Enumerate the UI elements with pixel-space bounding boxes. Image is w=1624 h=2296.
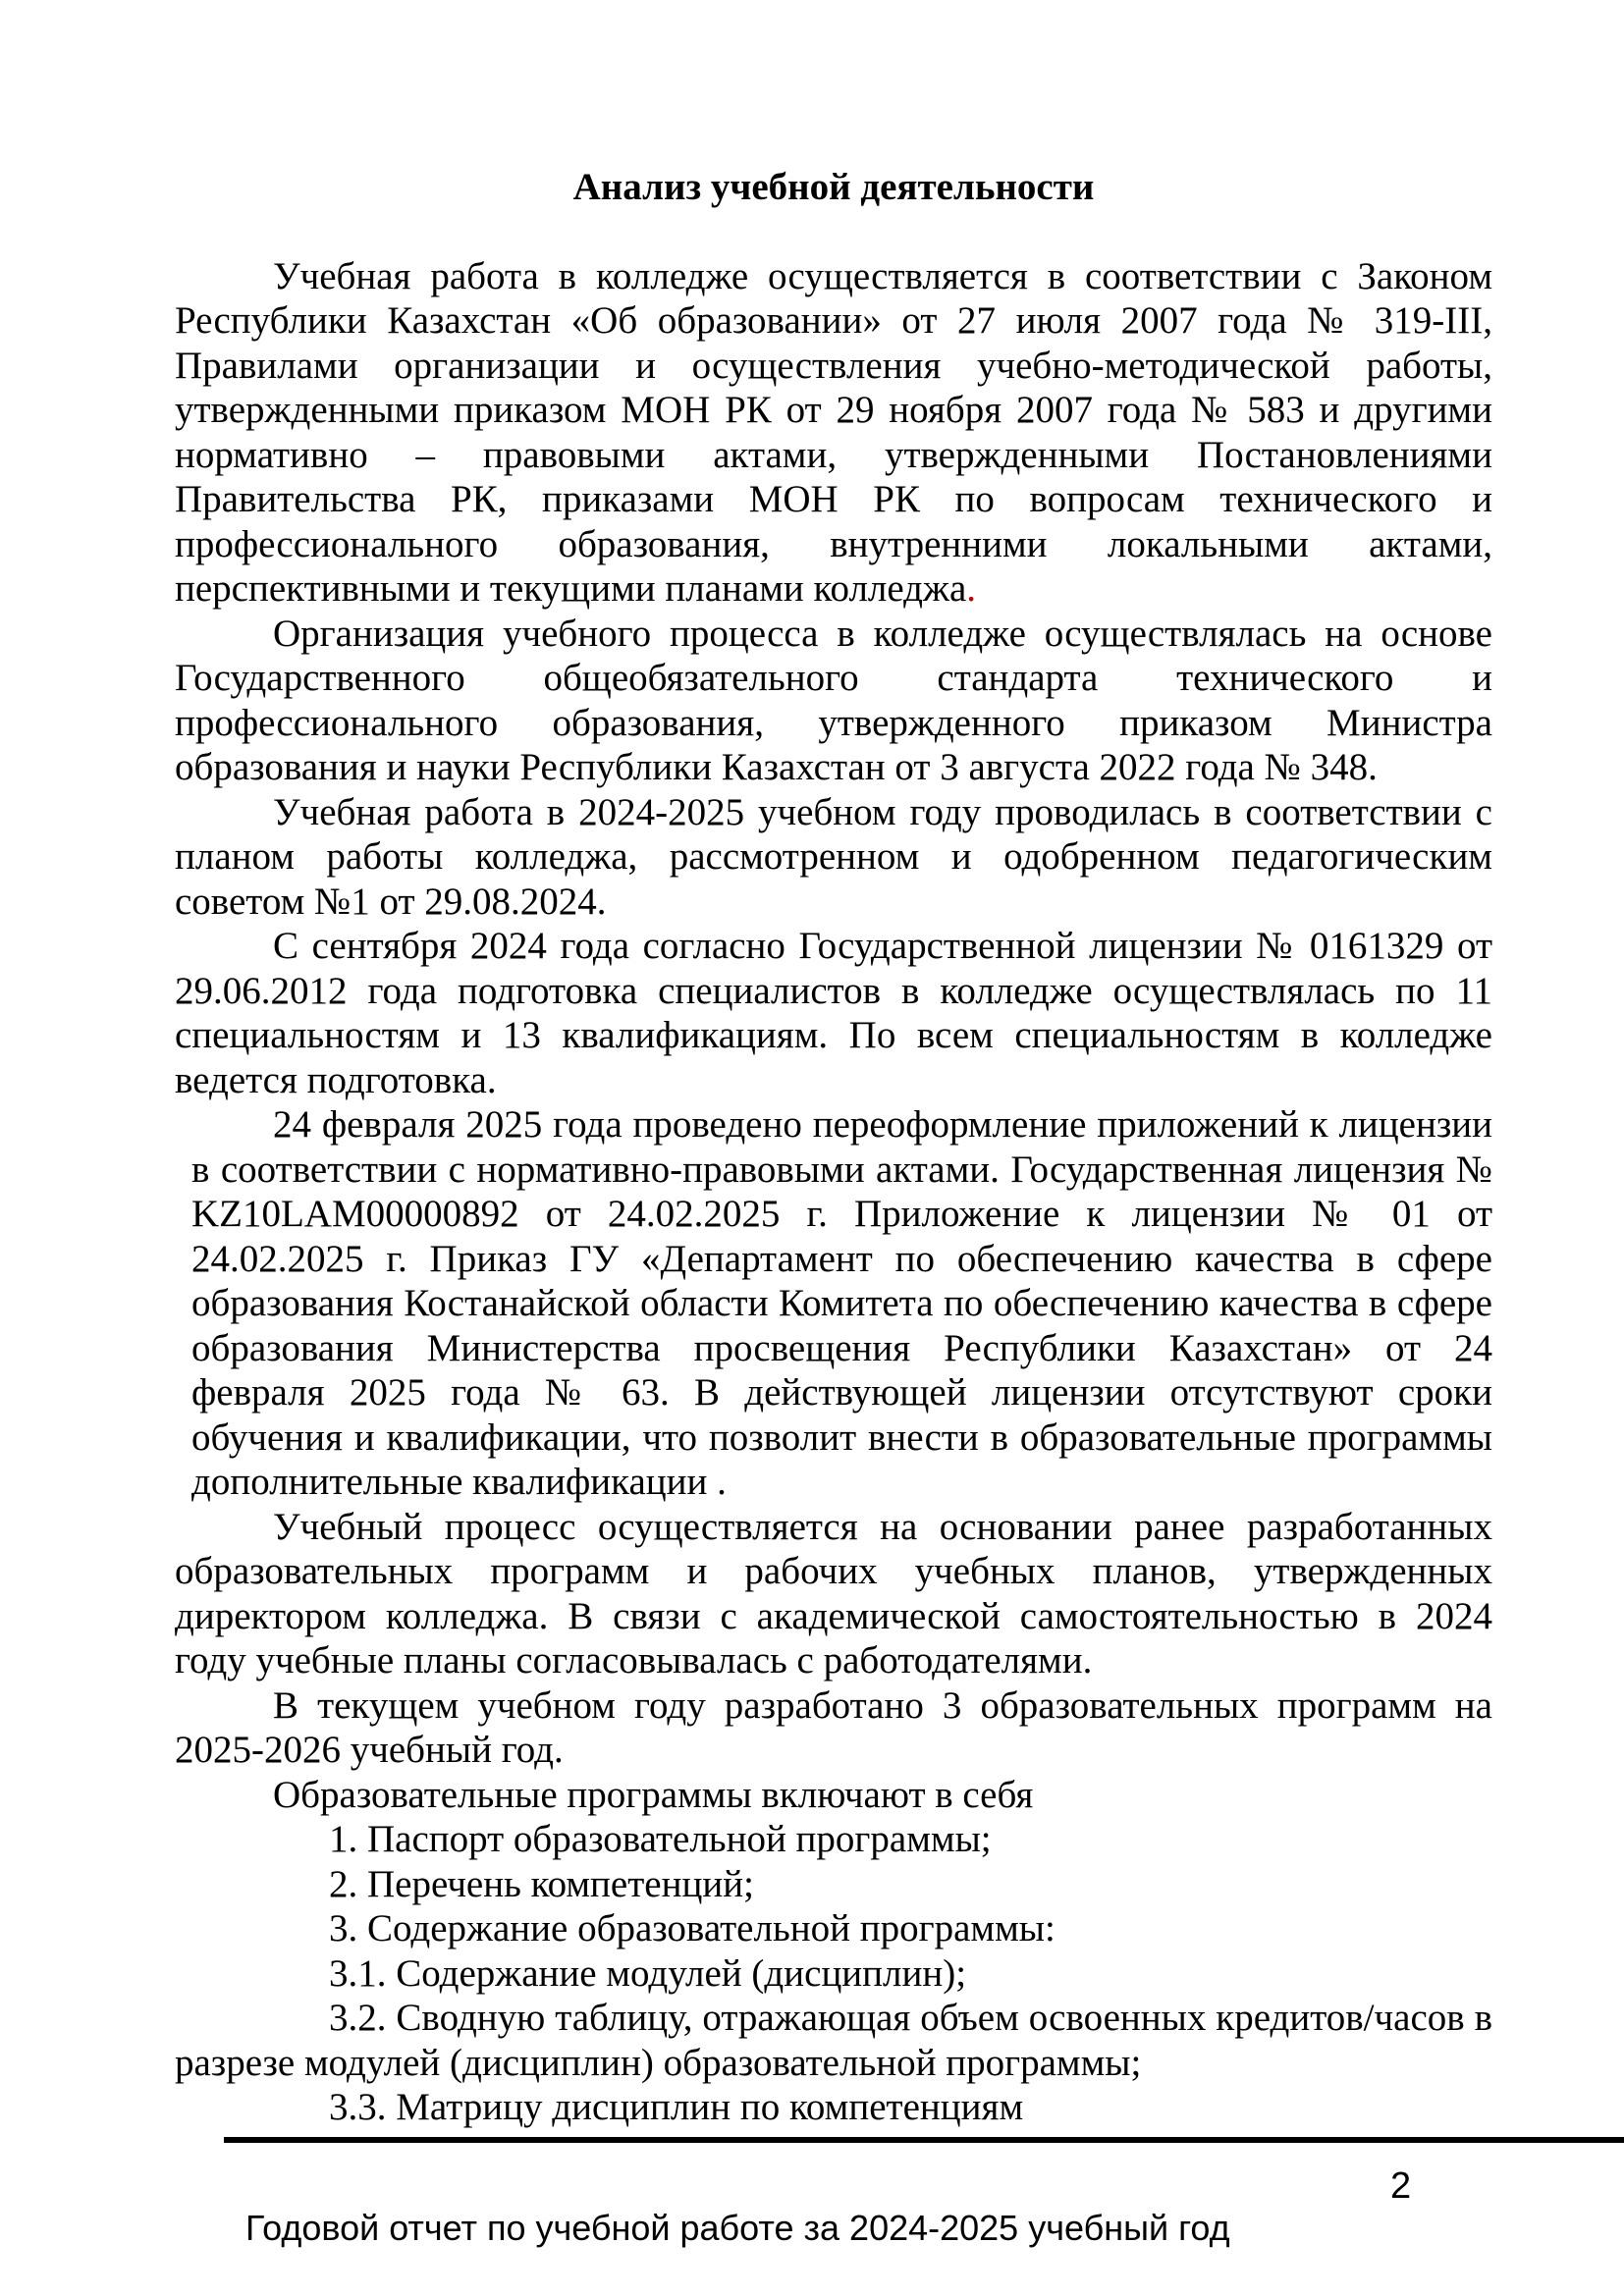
paragraph-1-red-period: .: [966, 567, 977, 610]
list-item-3: 3. Содержание образовательной программы:: [329, 1907, 1056, 1949]
page-number: 2: [1390, 2165, 1412, 2207]
list-item-3-1: 3.1. Содержание модулей (дисциплин);: [329, 1951, 967, 1995]
footer-text: Годовой отчет по учебной работе за 2024-2025 учебный год: [245, 2208, 1230, 2248]
paragraph-4: С сентября 2024 года согласно Государственной лицензии № 0161329 от 29.06.2012 года подготовка специалистов в колледже осуществлялась по 11 специальностям и 13 квалификациям. По всем специальностям в колледже ведется подготовка.: [175, 925, 1492, 1101]
paragraph-7: В текущем учебном году разработано 3 образовательных программ на 2025-2026 учебный год.: [175, 1683, 1492, 1771]
list-item-2: 2. Перечень компетенций;: [329, 1862, 754, 1905]
paragraph-3: Учебная работа в 2024-2025 учебном году проводилась в соответствии с планом работы колледжа, рассмотренном и одобренном педагогическим советом №1 от 29.08.2024.: [175, 790, 1492, 923]
document-body: [175, 165, 1492, 2130]
paragraph-1-text: Учебная работа в колледже осуществляется в соответствии с Законом Республики Казахстан «Об образовании» от 27 июля 2007 года № 319-III, Правилами организации и осуществления учебно-методической работы, утвержденными приказом МОН РК от 29 ноября 2007 года № 583 и другими нормативно – правовыми актами, утвержденными Постановлениями Правительства РК, приказами МОН РК по вопросам технического и профессионального образования, внутренними локальными актами, перспективными и текущими планами колледжа: [175, 254, 1492, 610]
list-item-1: 1. Паспорт образовательной программы;: [329, 1818, 992, 1860]
paragraph-5: 24 февраля 2025 года проведено переоформление приложений к лицензии в соответствии с нормативно-правовыми актами. Государственная лицензия № KZ10LAM00000892 от 24.02.2025 г. Приложение к лицензии № 01 от 24.02.2025 г. Приказ ГУ «Департамент по обеспечению качества в сфере образования Костанайской области Комитета по обеспечению качества в сфере образования Министерства просвещения Республики Казахстан» от 24 февраля 2025 года № 63. В действующей лицензии отсутствуют сроки обучения и квалификации, что позволит внести в образовательные программы дополнительные квалификации .: [191, 1103, 1492, 1503]
paragraph-1: [175, 254, 1492, 612]
paragraph-8: Образовательные программы включают в себя: [273, 1773, 1034, 1816]
footer-divider-line: [224, 2137, 1624, 2143]
list-item-3-3: 3.3. Матрицу дисциплин по компетенциям: [329, 2086, 1024, 2128]
list-item-3-2: 3.2. Сводную таблицу, отражающая объем освоенных кредитов/часов в разрезе модулей (дисциплин) образовательной программы;: [175, 1997, 1492, 2084]
page-title: Анализ учебной деятельности: [572, 166, 1095, 208]
paragraph-2: Организация учебного процесса в колледже осуществлялась на основе Государственного общеобязательного стандарта технического и профессионального образования, утвержденного приказом Министра образования и науки Республики Казахстан от 3 августа 2022 года № 348.: [175, 612, 1492, 788]
paragraph-6: Учебный процесс осуществляется на основании ранее разработанных образовательных программ и рабочих учебных планов, утвержденных директором колледжа. В связи с академической самостоятельностью в 2024 году учебные планы согласовывалась с работодателями.: [175, 1505, 1492, 1682]
